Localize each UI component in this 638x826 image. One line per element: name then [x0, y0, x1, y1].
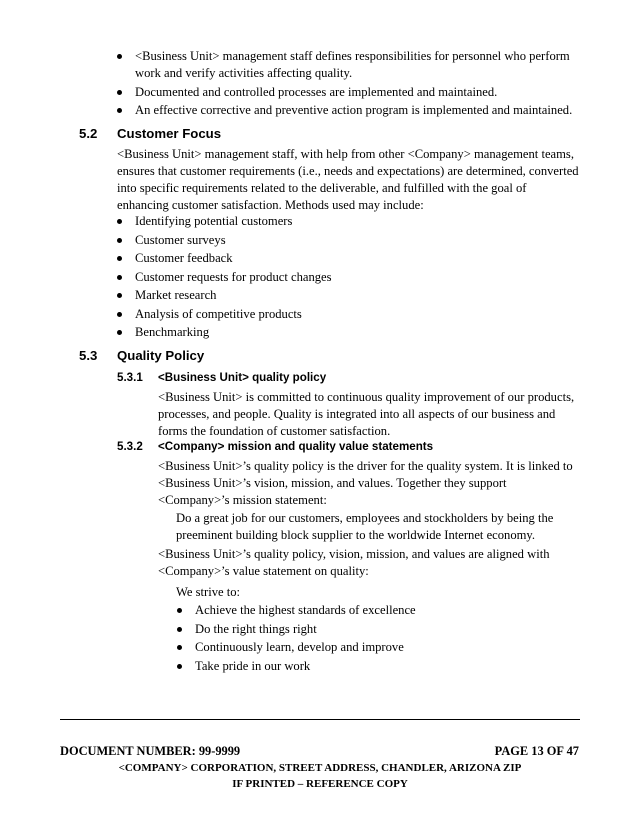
strive-list	[176, 602, 576, 676]
strive-intro: We strive to:	[176, 585, 241, 599]
section-paragraph: <Business Unit> management staff, with help from other <Company> management teams, ensures that customer requirements (i.e., needs and expectations) are determined, converted into specific requirements related to the deliverable, and fulfilled with the goal of enhancing customer satisfaction. Methods used may include:	[117, 147, 579, 212]
subsection-paragraph: <Business Unit> is committed to continuous quality improvement of our products, processes, and people. Quality is integrated into all aspects of our business and forms the foundation of customer satisfaction.	[158, 390, 575, 438]
subsection-paragraph: <Business Unit>’s quality policy is the driver for the quality system. It is linked to <Business Unit>’s vision, mission, and values. Together they support <Company>’s mission statement:	[158, 459, 573, 507]
methods-list	[116, 213, 576, 343]
list-item: Achieve the highest standards of excellence	[176, 602, 576, 619]
list-item: Documented and controlled processes are implemented and maintained.	[116, 84, 586, 101]
list-item: Take pride in our work	[176, 658, 576, 675]
subsection-title: <Business Unit> quality policy	[158, 371, 327, 384]
section-number: 5.2	[79, 126, 98, 141]
subsection-number: 5.3.1	[117, 371, 143, 384]
list-item: Identifying potential customers	[116, 213, 576, 230]
list-item: Customer surveys	[116, 232, 576, 249]
list-item: Customer requests for product changes	[116, 269, 576, 286]
top-bullet-list	[116, 48, 586, 121]
mission-statement: Do a great job for our customers, employees and stockholders by being the preeminent building block supplier to the worldwide Internet economy.	[176, 511, 554, 542]
list-item: Analysis of competitive products	[116, 306, 576, 323]
copy-notice: IF PRINTED – REFERENCE COPY	[232, 778, 408, 790]
section-title: Customer Focus	[117, 126, 222, 141]
list-item: An effective corrective and preventive action program is implemented and maintained.	[116, 102, 586, 119]
page-number: PAGE 13 OF 47	[494, 744, 579, 758]
document-number: DOCUMENT NUMBER: 99-9999	[60, 744, 241, 758]
list-item: <Business Unit> management staff defines responsibilities for personnel who perform work and verify activities affecting quality.	[116, 48, 586, 82]
company-address: <COMPANY> CORPORATION, STREET ADDRESS, CHANDLER, ARIZONA ZIP	[118, 762, 522, 774]
list-item: Market research	[116, 287, 576, 304]
section-title: Quality Policy	[117, 348, 205, 363]
list-item: Benchmarking	[116, 324, 576, 341]
subsection-number: 5.3.2	[117, 440, 143, 453]
footer-divider	[60, 719, 580, 720]
list-item: Continuously learn, develop and improve	[176, 639, 576, 656]
subsection-paragraph: <Business Unit>’s quality policy, vision, mission, and values are aligned with <Company>’s value statement on quality:	[158, 547, 550, 578]
list-item: Do the right things right	[176, 621, 576, 638]
list-item: Customer feedback	[116, 250, 576, 267]
section-number: 5.3	[79, 348, 98, 363]
subsection-title: <Company> mission and quality value statements	[158, 440, 434, 453]
